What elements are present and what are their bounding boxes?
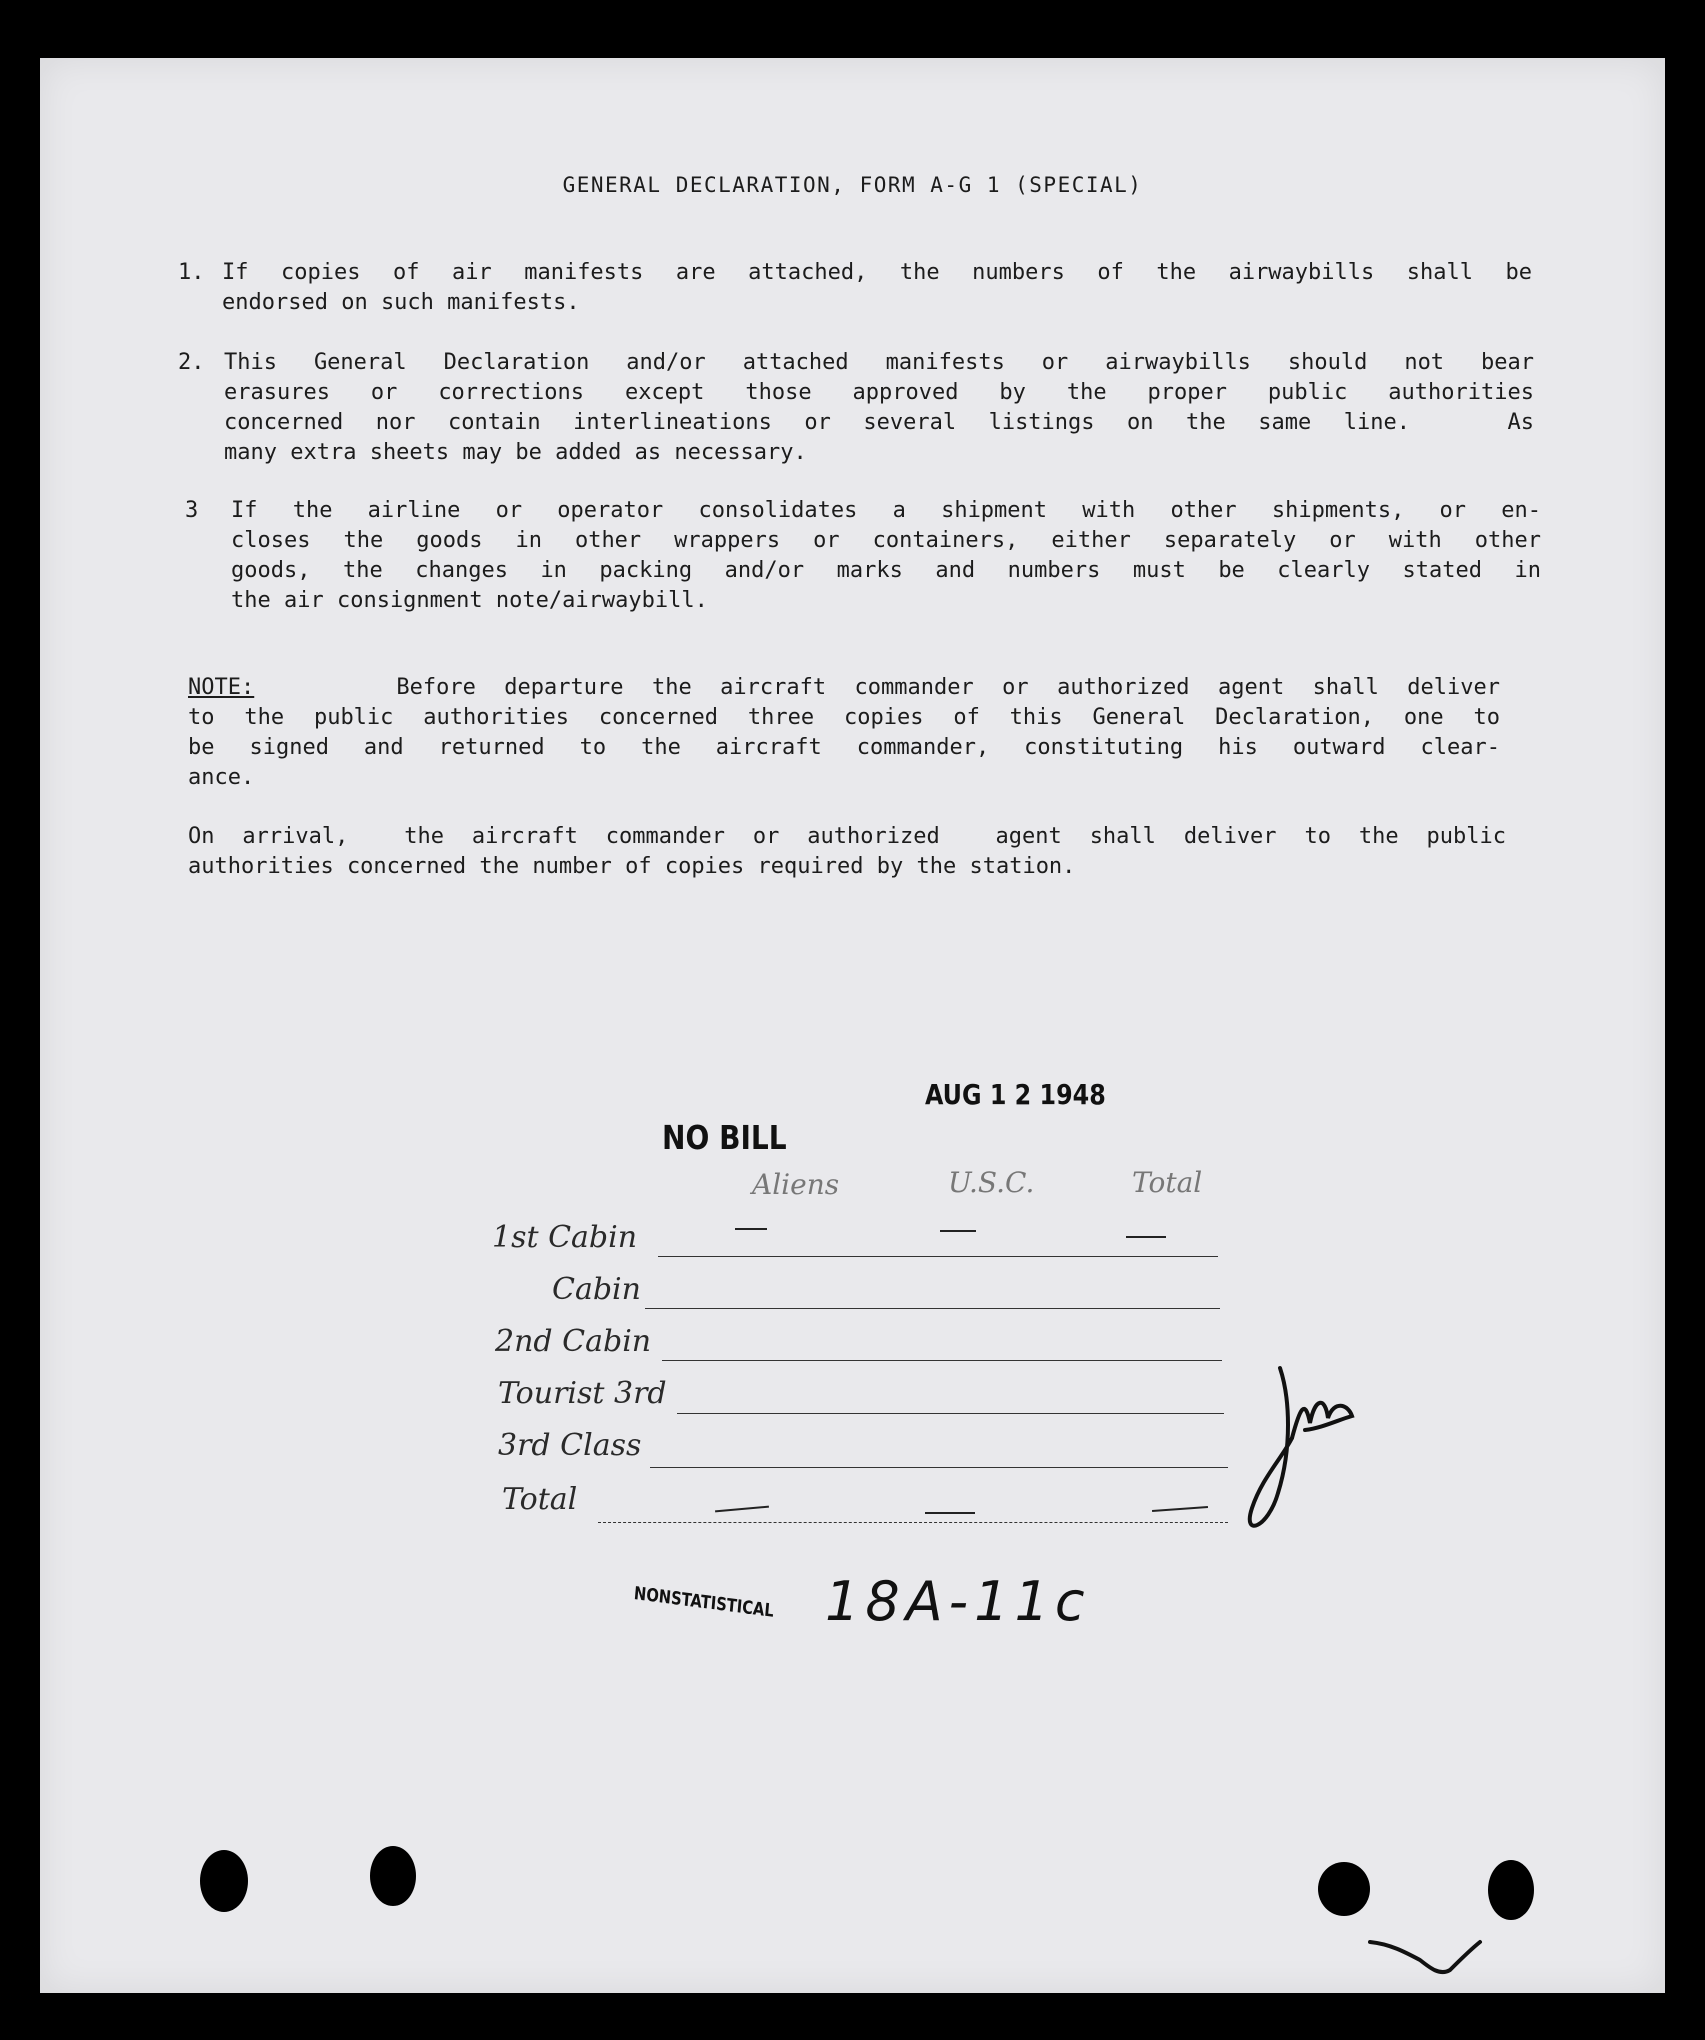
item-line: many extra sheets may be added as necessary. (224, 440, 807, 465)
note-line: Before departure the aircraft commander or authorized agent shall deliver (254, 675, 1500, 700)
punch-hole (200, 1850, 248, 1912)
dash-mark (1152, 1506, 1208, 1512)
no-bill-stamp: NO BILL (662, 1118, 787, 1157)
arrival-line: On arrival, the aircraft commander or authorized agent shall deliver to the public (188, 824, 1506, 849)
document-page (40, 58, 1665, 1993)
handwritten-code: 18A-11c (825, 1570, 1091, 1633)
column-header-total: Total (1132, 1166, 1203, 1199)
instruction-item-3 (185, 496, 1545, 618)
row-label-cabin: Cabin (552, 1272, 641, 1307)
item-line: This General Declaration and/or attached manifests or airwaybills should not bear (224, 350, 1534, 375)
item-line: goods, the changes in packing and/or marks and numbers must be clearly stated in (231, 558, 1541, 583)
item-line: concerned nor contain interlineations or several listings on the same line. As (224, 410, 1534, 435)
dash-mark (925, 1512, 975, 1514)
arrival-line: authorities concerned the number of copies required by the station. (188, 854, 1076, 879)
row-line (650, 1467, 1228, 1468)
dash-mark (715, 1506, 769, 1513)
row-line (658, 1256, 1218, 1257)
note-line: ance. (188, 765, 255, 790)
form-title: GENERAL DECLARATION, FORM A-G 1 (SPECIAL) (562, 173, 1143, 197)
check-mark-icon (1360, 1928, 1500, 1988)
item-line: If the airline or operator consolidates a shipment with other shipments, or en- (231, 498, 1541, 523)
note-paragraph (188, 673, 1500, 793)
date-stamp: AUG 1 2 1948 (925, 1078, 1106, 1111)
item-number: 2. (178, 350, 205, 375)
row-line (645, 1308, 1220, 1309)
row-line (598, 1522, 1228, 1523)
row-line (662, 1360, 1222, 1361)
item-text (222, 258, 1532, 318)
punch-hole (1488, 1860, 1534, 1920)
item-line: If copies of air manifests are attached, the numbers of the airwaybills shall be (222, 260, 1532, 285)
note-line: to the public authorities concerned three copies of this General Declaration, one to (188, 705, 1500, 730)
dash-mark (940, 1230, 976, 1232)
item-text (224, 348, 1534, 468)
row-label-tourist-3rd: Tourist 3rd (498, 1376, 667, 1411)
punch-hole (370, 1846, 416, 1906)
instruction-item-2 (178, 348, 1538, 470)
punch-hole (1318, 1862, 1370, 1916)
row-label-total: Total (502, 1482, 578, 1517)
item-text (231, 496, 1541, 616)
row-line (677, 1413, 1224, 1414)
item-line: erasures or corrections except those approved by the proper public authorities (224, 380, 1534, 405)
dash-mark (735, 1228, 767, 1230)
arrival-paragraph (188, 822, 1506, 882)
instruction-item-1 (178, 258, 1538, 320)
item-number: 3 (185, 498, 199, 523)
note-line: be signed and returned to the aircraft commander, constituting his outward clear- (188, 735, 1500, 760)
item-line: the air consignment note/airwaybill. (231, 588, 708, 613)
column-header-aliens: Aliens (752, 1168, 840, 1201)
row-label-2nd-cabin: 2nd Cabin (495, 1324, 652, 1359)
nonstatistical-stamp: NONSTATISTICAL (633, 1583, 775, 1622)
row-label-3rd-class: 3rd Class (498, 1428, 642, 1463)
item-number: 1. (178, 260, 205, 285)
row-label-1st-cabin: 1st Cabin (492, 1220, 638, 1255)
column-header-usc: U.S.C. (948, 1166, 1035, 1199)
note-label: NOTE: (188, 675, 255, 700)
item-line: closes the goods in other wrappers or containers, either separately or with other (231, 528, 1541, 553)
handwritten-initials (1230, 1328, 1400, 1558)
item-line: endorsed on such manifests. (222, 290, 580, 315)
dash-mark (1126, 1236, 1166, 1238)
